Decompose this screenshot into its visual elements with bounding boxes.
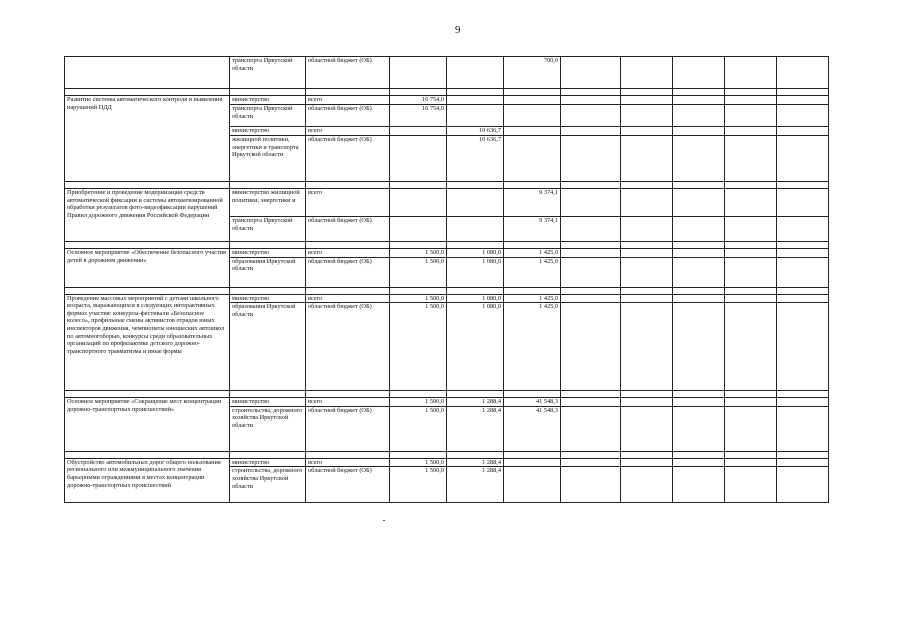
value-cell: 1 288,4 (447, 467, 504, 503)
spacer-cell (306, 89, 390, 96)
value-cell: 41 548,3 (504, 398, 561, 407)
spacer-row (65, 242, 829, 249)
empty-cell (621, 398, 673, 407)
empty-cell (621, 458, 673, 467)
value-cell: 1 080,0 (447, 249, 504, 258)
value-cell (390, 217, 447, 242)
spacer-row (65, 451, 829, 458)
spacer-cell (447, 182, 504, 189)
page-number: 9 (455, 24, 461, 36)
empty-cell (777, 249, 829, 258)
executor-cell: образования Иркутской области (230, 257, 306, 287)
value-cell: 9 374,1 (504, 189, 561, 217)
spacer-row (65, 391, 829, 398)
executor-cell: строительства, дорожного хозяйства Иркутской области (230, 406, 306, 451)
value-cell (390, 57, 447, 89)
spacer-cell (230, 242, 306, 249)
spacer-cell (306, 287, 390, 294)
empty-cell (561, 458, 621, 467)
spacer-cell (65, 182, 230, 189)
table-row (65, 57, 829, 89)
spacer-cell (447, 242, 504, 249)
empty-cell (561, 406, 621, 451)
spacer-cell (561, 89, 621, 96)
value-cell: 16 754,0 (390, 96, 447, 105)
empty-cell (777, 189, 829, 217)
table-row (65, 189, 829, 217)
empty-cell (725, 217, 777, 242)
value-cell (447, 96, 504, 105)
value-cell (390, 189, 447, 217)
value-cell (504, 105, 561, 127)
executor-cell: министерство (230, 96, 306, 105)
empty-cell (561, 467, 621, 503)
empty-cell (673, 398, 725, 407)
empty-cell (777, 96, 829, 105)
activity-name: Основное мероприятие «Сокращение мест концентрации дорожно-транспортных происшествий» (65, 398, 230, 452)
executor-cell: министерство жилищной политики, энергетики и (230, 189, 306, 217)
empty-cell (621, 136, 673, 182)
value-cell: 10 636,7 (447, 127, 504, 136)
value-cell: 1 500,0 (390, 458, 447, 467)
activity-name: Проведение массовых мероприятий с детьми школьного возраста, выражающихся в следующих интерактивных формах участия: конкурсы-фестивали «Безопасное колесо», профильные смены активистов отрядов юных инспекторов движения, чемпионаты юношеских автошкол по автомногоборью, конкурсы среди образовательных организаций по профилактике детского дорожно-транспортного травматизма и иные формы (65, 294, 230, 391)
value-cell: 1 425,0 (504, 294, 561, 303)
spacer-row (65, 182, 829, 189)
empty-cell (561, 136, 621, 182)
spacer-cell (230, 89, 306, 96)
value-cell (447, 105, 504, 127)
spacer-cell (504, 391, 561, 398)
value-cell: 1 425,0 (504, 303, 561, 391)
empty-cell (673, 303, 725, 391)
empty-cell (725, 406, 777, 451)
spacer-cell (777, 242, 829, 249)
empty-cell (673, 136, 725, 182)
funding-source-cell: областной бюджет (ОБ) (306, 257, 390, 287)
empty-cell (621, 303, 673, 391)
spacer-cell (673, 242, 725, 249)
executor-cell: транспорта Иркутской области (230, 105, 306, 127)
executor-cell: строительства, дорожного хозяйства Иркутской области (230, 467, 306, 503)
spacer-cell (65, 89, 230, 96)
activity-name: Развитие системы автоматического контроля и выявления нарушений ПДД (65, 96, 230, 182)
value-cell: 1 080,0 (447, 294, 504, 303)
empty-cell (621, 189, 673, 217)
page-dot (383, 520, 385, 521)
spacer-cell (621, 182, 673, 189)
empty-cell (777, 467, 829, 503)
executor-cell: транспорта Иркутской области (230, 217, 306, 242)
empty-cell (561, 189, 621, 217)
funding-source-cell: всего (306, 294, 390, 303)
empty-cell (777, 217, 829, 242)
spacer-cell (504, 182, 561, 189)
empty-cell (777, 105, 829, 127)
empty-cell (673, 189, 725, 217)
spacer-cell (561, 182, 621, 189)
funding-source-cell: областной бюджет (ОБ) (306, 217, 390, 242)
value-cell (504, 136, 561, 182)
activity-name: Приобретение и проведение модернизации средств автоматической фиксации и системы автоматизированной обработки результатов фото-видеофиксации нарушений Правил дорожного движения Российской Федерации (65, 189, 230, 242)
value-cell: 1 080,0 (447, 257, 504, 287)
spacer-cell (621, 451, 673, 458)
value-cell: 41 548,3 (504, 406, 561, 451)
spacer-cell (230, 287, 306, 294)
spacer-cell (390, 391, 447, 398)
empty-cell (777, 136, 829, 182)
value-cell (390, 127, 447, 136)
empty-cell (725, 467, 777, 503)
value-cell: 1 425,0 (504, 249, 561, 258)
empty-cell (621, 294, 673, 303)
spacer-cell (561, 451, 621, 458)
table-row (65, 398, 829, 407)
empty-cell (673, 96, 725, 105)
empty-cell (777, 406, 829, 451)
table-row (65, 249, 829, 258)
empty-cell (561, 217, 621, 242)
funding-source-cell: всего (306, 249, 390, 258)
table-row (65, 458, 829, 467)
value-cell: 1 500,0 (390, 406, 447, 451)
activity-name: Обустройство автомобильных дорог общего пользования регионального или межмуниципального значения барьерными ограждениями в местах концентрации дорожно-транспортных происшествий (65, 458, 230, 503)
spacer-cell (306, 451, 390, 458)
funding-source-cell: областной бюджет (ОБ) (306, 303, 390, 391)
empty-cell (561, 398, 621, 407)
spacer-cell (621, 287, 673, 294)
empty-cell (621, 96, 673, 105)
spacer-cell (777, 391, 829, 398)
empty-cell (777, 57, 829, 89)
spacer-cell (725, 451, 777, 458)
value-cell: 1 500,0 (390, 398, 447, 407)
spacer-cell (561, 391, 621, 398)
empty-cell (725, 57, 777, 89)
empty-cell (777, 127, 829, 136)
spacer-cell (725, 287, 777, 294)
spacer-cell (777, 182, 829, 189)
executor-cell: жилищной политики, энергетики и транспорта Иркутской области (230, 136, 306, 182)
value-cell (390, 136, 447, 182)
funding-source-cell: всего (306, 189, 390, 217)
spacer-cell (504, 287, 561, 294)
spacer-row (65, 89, 829, 96)
value-cell: 1 500,0 (390, 294, 447, 303)
spacer-cell (504, 451, 561, 458)
funding-source-cell: всего (306, 398, 390, 407)
value-cell: 1 288,4 (447, 458, 504, 467)
value-cell (504, 458, 561, 467)
spacer-cell (725, 182, 777, 189)
empty-cell (673, 127, 725, 136)
empty-cell (725, 294, 777, 303)
empty-cell (621, 105, 673, 127)
value-cell: 16 754,0 (390, 105, 447, 127)
empty-cell (561, 257, 621, 287)
spacer-cell (673, 287, 725, 294)
empty-cell (621, 217, 673, 242)
spacer-cell (621, 391, 673, 398)
table-row (65, 96, 829, 105)
funding-source-cell: всего (306, 127, 390, 136)
spacer-cell (65, 451, 230, 458)
empty-cell (725, 458, 777, 467)
executor-cell: министерство (230, 458, 306, 467)
value-cell: 10 636,7 (447, 136, 504, 182)
value-cell (447, 57, 504, 89)
spacer-cell (447, 391, 504, 398)
spacer-cell (230, 451, 306, 458)
empty-cell (673, 406, 725, 451)
value-cell: 1 288,4 (447, 398, 504, 407)
spacer-cell (673, 89, 725, 96)
spacer-cell (230, 391, 306, 398)
funding-source-cell: всего (306, 96, 390, 105)
empty-cell (561, 105, 621, 127)
funding-source-cell: областной бюджет (ОБ) (306, 136, 390, 182)
spacer-cell (230, 182, 306, 189)
empty-cell (621, 257, 673, 287)
executor-cell: министерство (230, 127, 306, 136)
empty-cell (561, 96, 621, 105)
empty-cell (673, 458, 725, 467)
empty-cell (561, 127, 621, 136)
empty-cell (621, 467, 673, 503)
executor-cell: образования Иркутской области (230, 303, 306, 391)
empty-cell (725, 189, 777, 217)
table-row (65, 294, 829, 303)
empty-cell (777, 294, 829, 303)
empty-cell (561, 294, 621, 303)
spacer-cell (777, 89, 829, 96)
value-cell (504, 96, 561, 105)
empty-cell (561, 249, 621, 258)
spacer-cell (673, 391, 725, 398)
empty-cell (777, 303, 829, 391)
spacer-cell (390, 182, 447, 189)
empty-cell (673, 257, 725, 287)
funding-source-cell: областной бюджет (ОБ) (306, 467, 390, 503)
executor-cell: министерство (230, 398, 306, 407)
budget-table (64, 56, 829, 503)
spacer-cell (561, 242, 621, 249)
spacer-cell (306, 242, 390, 249)
spacer-cell (390, 287, 447, 294)
value-cell: 1 288,4 (447, 406, 504, 451)
spacer-cell (725, 89, 777, 96)
executor-cell: транспорта Иркутской области (230, 57, 306, 89)
value-cell: 1 500,0 (390, 467, 447, 503)
value-cell: 1 425,0 (504, 257, 561, 287)
funding-source-cell: областной бюджет (ОБ) (306, 105, 390, 127)
spacer-cell (447, 89, 504, 96)
empty-cell (621, 127, 673, 136)
spacer-cell (504, 89, 561, 96)
empty-cell (673, 249, 725, 258)
empty-cell (673, 217, 725, 242)
empty-cell (673, 467, 725, 503)
funding-source-cell: всего (306, 458, 390, 467)
empty-cell (725, 127, 777, 136)
spacer-cell (65, 242, 230, 249)
spacer-cell (65, 287, 230, 294)
spacer-cell (725, 391, 777, 398)
empty-cell (621, 406, 673, 451)
spacer-cell (306, 182, 390, 189)
empty-cell (725, 303, 777, 391)
spacer-cell (777, 451, 829, 458)
spacer-cell (447, 451, 504, 458)
executor-cell: министерство (230, 294, 306, 303)
spacer-cell (621, 89, 673, 96)
spacer-cell (777, 287, 829, 294)
empty-cell (777, 257, 829, 287)
value-cell: 1 500,0 (390, 303, 447, 391)
funding-source-cell: областной бюджет (ОБ) (306, 406, 390, 451)
spacer-cell (673, 451, 725, 458)
empty-cell (777, 398, 829, 407)
empty-cell (725, 257, 777, 287)
value-cell: 1 500,0 (390, 249, 447, 258)
empty-cell (725, 105, 777, 127)
spacer-cell (306, 391, 390, 398)
empty-cell (621, 57, 673, 89)
activity-name: Основное мероприятие «Обеспечение безопасного участия детей в дорожном движении» (65, 249, 230, 288)
spacer-cell (447, 287, 504, 294)
spacer-cell (621, 242, 673, 249)
empty-cell (725, 96, 777, 105)
empty-cell (777, 458, 829, 467)
spacer-row (65, 287, 829, 294)
empty-cell (561, 303, 621, 391)
activity-name (65, 57, 230, 89)
spacer-cell (561, 287, 621, 294)
spacer-cell (65, 391, 230, 398)
spacer-cell (390, 242, 447, 249)
value-cell: 1 080,0 (447, 303, 504, 391)
executor-cell: министерство (230, 249, 306, 258)
empty-cell (621, 249, 673, 258)
spacer-cell (390, 89, 447, 96)
spacer-cell (390, 451, 447, 458)
spacer-cell (725, 242, 777, 249)
value-cell (504, 467, 561, 503)
funding-source-cell: областной бюджет (ОБ) (306, 57, 390, 89)
empty-cell (561, 57, 621, 89)
value-cell: 1 500,0 (390, 257, 447, 287)
empty-cell (725, 249, 777, 258)
empty-cell (673, 294, 725, 303)
empty-cell (673, 105, 725, 127)
spacer-cell (673, 182, 725, 189)
value-cell (504, 127, 561, 136)
spacer-cell (504, 242, 561, 249)
value-cell (447, 189, 504, 217)
value-cell: 700,0 (504, 57, 561, 89)
value-cell: 9 374,1 (504, 217, 561, 242)
empty-cell (725, 398, 777, 407)
empty-cell (673, 57, 725, 89)
value-cell (447, 217, 504, 242)
empty-cell (725, 136, 777, 182)
